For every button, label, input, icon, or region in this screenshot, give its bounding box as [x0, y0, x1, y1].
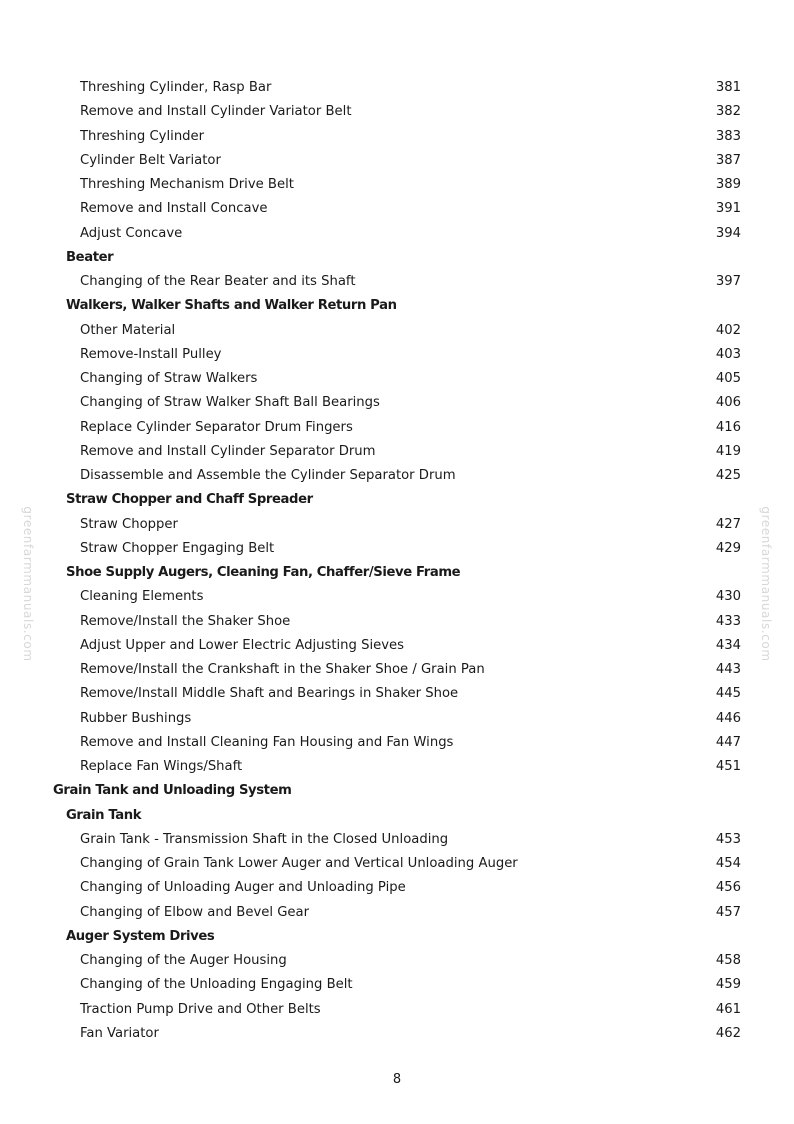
- toc-entry-page-number: 425: [715, 468, 741, 483]
- toc-entry-page-number: 394: [715, 225, 741, 241]
- toc-entry-title: Remove/Install the Shaker Shoe: [80, 613, 291, 629]
- toc-entry-title: Changing of the Auger Housing: [80, 953, 287, 968]
- toc-entry-title: Traction Pump Drive and Other Belts: [80, 1001, 321, 1017]
- toc-entry-title: Changing of Grain Tank Lower Auger and Vertical Unloading Auger: [80, 856, 518, 871]
- watermark-text: greenfarmmanuals.com: [759, 506, 773, 662]
- toc-entry-title: Grain Tank and Unloading System: [53, 783, 292, 799]
- toc-entry-page-number: 443: [715, 662, 741, 677]
- toc-entry-title: Changing of Straw Walkers: [80, 371, 258, 386]
- toc-entry-page-number: 453: [715, 831, 741, 847]
- toc-entry-page-number: 419: [715, 443, 741, 459]
- toc-entry-title: Threshing Cylinder, Rasp Bar: [80, 80, 272, 95]
- toc-entry[interactable]: [0, 585, 794, 609]
- toc-entry-page-number: 416: [715, 419, 741, 435]
- toc-entry-title: Changing of Straw Walker Shaft Ball Bearings: [80, 395, 380, 411]
- toc-entry-title: Disassemble and Assemble the Cylinder Separator Drum: [80, 468, 456, 483]
- toc-entry-page-number: 447: [715, 734, 741, 750]
- toc-entry-title: Replace Cylinder Separator Drum Fingers: [80, 419, 353, 435]
- toc-entry-page-number: 429: [715, 540, 741, 556]
- toc-entry[interactable]: [0, 949, 794, 973]
- toc-entry[interactable]: [0, 731, 794, 755]
- toc-entry[interactable]: [0, 222, 794, 246]
- toc-entry-title: Changing of the Unloading Engaging Belt: [80, 977, 353, 993]
- toc-entry-title: Remove and Install Cleaning Fan Housing and Fan Wings: [80, 734, 454, 750]
- watermark-text: greenfarmmanuals.com: [21, 506, 35, 662]
- toc-entry[interactable]: [0, 270, 794, 294]
- toc-entry-page-number: 403: [715, 346, 741, 362]
- toc-entry-title: Straw Chopper Engaging Belt: [80, 540, 275, 556]
- toc-entry-page-number: 427: [715, 516, 741, 532]
- toc-section-heading[interactable]: [0, 561, 794, 585]
- toc-entry[interactable]: [0, 682, 794, 706]
- toc-entry-title: Remove/Install Middle Shaft and Bearings in Shaker Shoe: [80, 686, 459, 702]
- toc-entry-page-number: 445: [715, 686, 741, 702]
- toc-entry[interactable]: [0, 537, 794, 561]
- toc-section-heading[interactable]: [0, 925, 794, 949]
- toc-entry-title: Straw Chopper: [80, 516, 178, 532]
- toc-entry-page-number: 462: [715, 1025, 741, 1041]
- toc-entry[interactable]: [0, 149, 794, 173]
- toc-entry-title: Replace Fan Wings/Shaft: [80, 759, 243, 774]
- toc-entry-title: Walkers, Walker Shafts and Walker Return Pan: [66, 298, 397, 314]
- toc-entry[interactable]: [0, 391, 794, 415]
- toc-entry-page-number: 456: [715, 880, 741, 896]
- toc-entry-page-number: 402: [715, 322, 741, 338]
- toc-entry-title: Shoe Supply Augers, Cleaning Fan, Chaffer/Sieve Frame: [66, 565, 461, 580]
- toc-entry[interactable]: [0, 125, 794, 149]
- toc-entry-page-number: 381: [715, 80, 741, 95]
- toc-entry-page-number: 458: [715, 953, 741, 968]
- toc-entry-title: Rubber Bushings: [80, 710, 192, 726]
- toc-entry-page-number: 457: [715, 904, 741, 920]
- toc-entry-title: Adjust Upper and Lower Electric Adjusting Sieves: [80, 637, 405, 653]
- toc-entry[interactable]: [0, 876, 794, 900]
- toc-section-heading[interactable]: [0, 488, 794, 512]
- toc-entry[interactable]: [0, 828, 794, 852]
- toc-entry-page-number: 383: [715, 128, 741, 144]
- toc-entry[interactable]: [0, 100, 794, 124]
- toc-entry-page-number: 406: [715, 395, 741, 411]
- toc-entry[interactable]: [0, 513, 794, 537]
- toc-entry-title: Straw Chopper and Chaff Spreader: [66, 492, 313, 508]
- toc-entry-page-number: 451: [715, 759, 741, 774]
- toc-section-heading[interactable]: [0, 246, 794, 270]
- table-of-contents: [0, 76, 794, 1046]
- toc-entry[interactable]: [0, 973, 794, 997]
- toc-entry-page-number: 433: [715, 613, 741, 629]
- toc-entry-title: Remove and Install Concave: [80, 201, 268, 217]
- toc-entry[interactable]: [0, 464, 794, 488]
- toc-entry-title: Changing of the Rear Beater and its Shaft: [80, 274, 356, 289]
- toc-entry-page-number: 389: [715, 177, 741, 192]
- toc-entry-title: Remove-Install Pulley: [80, 346, 222, 362]
- toc-entry-page-number: 430: [715, 589, 741, 605]
- toc-entry-page-number: 391: [715, 201, 741, 217]
- toc-entry-page-number: 387: [715, 152, 741, 168]
- page-number: 8: [392, 1072, 402, 1087]
- toc-entry[interactable]: [0, 416, 794, 440]
- toc-entry-title: Adjust Concave: [80, 225, 183, 241]
- toc-entry[interactable]: [0, 173, 794, 197]
- toc-entry-page-number: 382: [715, 104, 741, 120]
- toc-entry[interactable]: [0, 197, 794, 221]
- toc-entry-page-number: 459: [715, 977, 741, 993]
- toc-entry-title: Cleaning Elements: [80, 589, 204, 605]
- toc-entry[interactable]: [0, 76, 794, 100]
- toc-entry-title: Fan Variator: [80, 1025, 159, 1041]
- toc-entry-page-number: 446: [715, 710, 741, 726]
- toc-entry-title: Threshing Cylinder: [80, 128, 205, 144]
- toc-entry[interactable]: [0, 707, 794, 731]
- toc-entry[interactable]: [0, 440, 794, 464]
- toc-entry-page-number: 454: [715, 856, 741, 871]
- toc-entry[interactable]: [0, 343, 794, 367]
- toc-entry-title: Remove/Install the Crankshaft in the Shaker Shoe / Grain Pan: [80, 662, 485, 677]
- toc-entry[interactable]: [0, 998, 794, 1022]
- toc-entry-title: Cylinder Belt Variator: [80, 152, 221, 168]
- toc-entry[interactable]: [0, 1022, 794, 1046]
- toc-entry-title: Grain Tank - Transmission Shaft in the Closed Unloading: [80, 831, 449, 847]
- toc-entry[interactable]: [0, 367, 794, 391]
- toc-entry-page-number: 397: [715, 274, 741, 289]
- toc-entry-title: Remove and Install Cylinder Separator Drum: [80, 443, 376, 459]
- toc-entry[interactable]: [0, 852, 794, 876]
- toc-entry-page-number: 461: [715, 1001, 741, 1017]
- toc-entry[interactable]: [0, 610, 794, 634]
- toc-entry-title: Changing of Unloading Auger and Unloading Pipe: [80, 880, 406, 896]
- toc-entry-title: Changing of Elbow and Bevel Gear: [80, 904, 310, 920]
- toc-section-heading[interactable]: [0, 294, 794, 318]
- toc-entry[interactable]: [0, 901, 794, 925]
- toc-entry-title: Other Material: [80, 322, 176, 338]
- toc-entry[interactable]: [0, 755, 794, 779]
- toc-entry-title: Remove and Install Cylinder Variator Belt: [80, 104, 352, 120]
- toc-entry[interactable]: [0, 658, 794, 682]
- toc-entry[interactable]: [0, 319, 794, 343]
- toc-section-heading[interactable]: [0, 804, 794, 828]
- toc-section-heading[interactable]: [0, 779, 794, 803]
- toc-entry-title: Beater: [66, 249, 114, 265]
- toc-entry-title: Auger System Drives: [66, 928, 215, 944]
- toc-entry-page-number: 434: [715, 637, 741, 653]
- toc-entry-title: Grain Tank: [66, 807, 142, 823]
- toc-entry[interactable]: [0, 634, 794, 658]
- toc-entry-page-number: 405: [715, 371, 741, 386]
- toc-entry-title: Threshing Mechanism Drive Belt: [80, 177, 294, 192]
